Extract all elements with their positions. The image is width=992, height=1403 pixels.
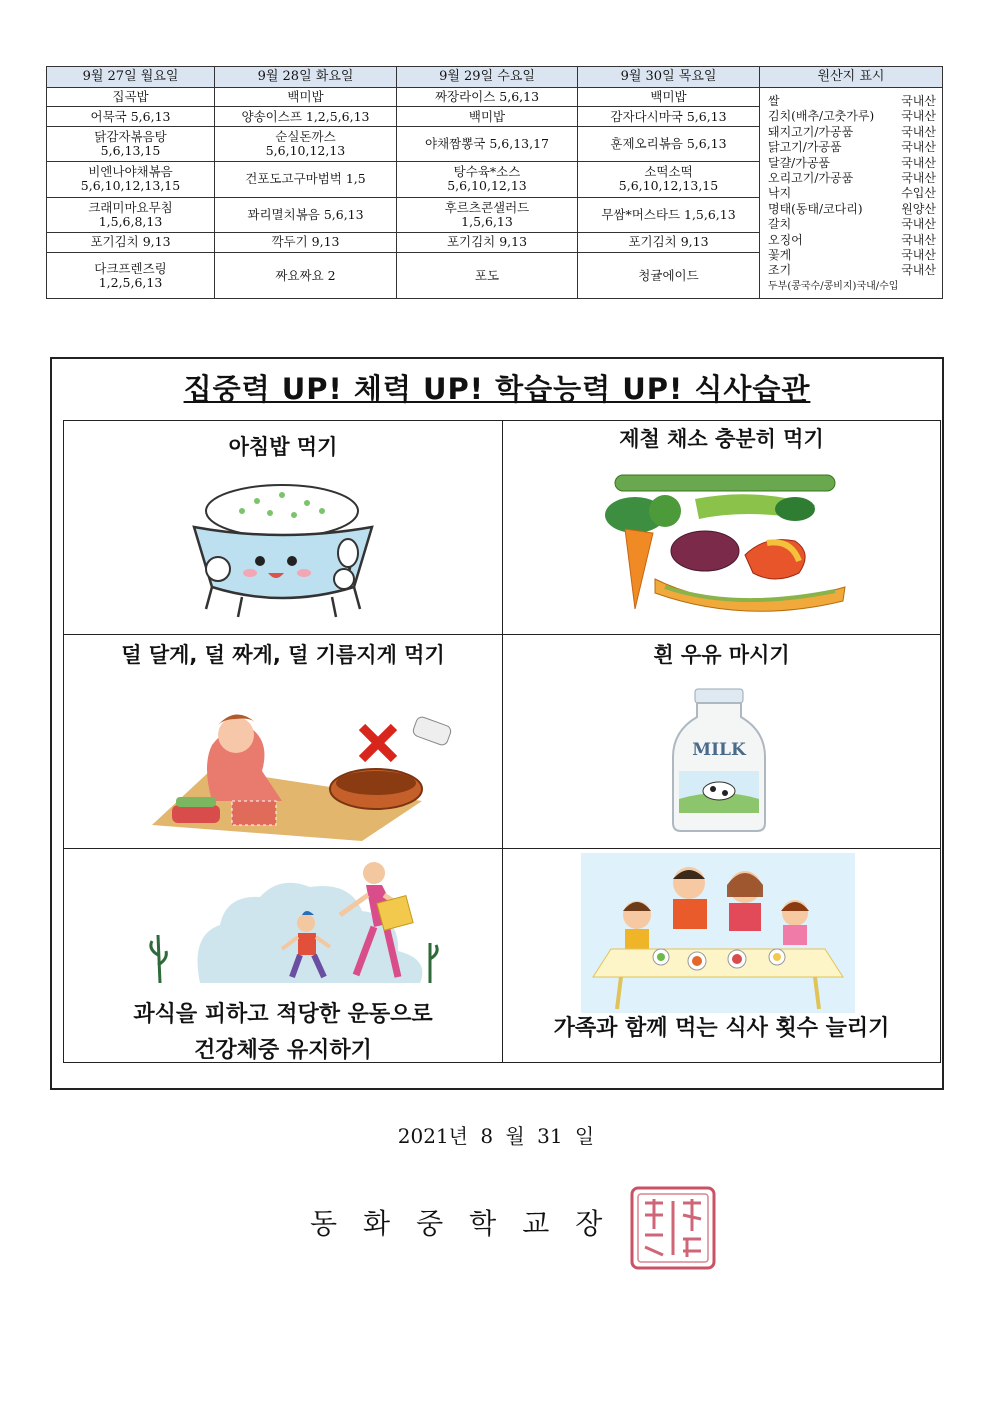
menu-cell: 비엔나야채볶음 5,6,10,12,13,15 [47, 161, 215, 197]
exercise-illustration [130, 855, 450, 985]
origin-row: 달걀/가공품 국내산 [768, 155, 936, 170]
menu-cell: 백미밥 [397, 107, 578, 127]
menu-cell: 짜장라이스 5,6,13 [397, 88, 578, 107]
habit-cell-family [503, 849, 941, 1063]
habit-label: 제철 채소 충분히 먹기 [619, 427, 824, 451]
origin-note: 두부(콩국수/콩비지)국내/수입 [768, 280, 899, 292]
habit-label: 아침밥 먹기 [228, 435, 338, 459]
origin-row: 오리고기/가공품 국내산 [768, 171, 936, 186]
origin-row: 닭고기/가공품 국내산 [768, 140, 936, 155]
origin-row: 조기 국내산 [768, 263, 936, 278]
origin-row: 꽃게 국내산 [768, 248, 936, 263]
menu-cell: 건포도고구마범벅 1,5 [215, 161, 397, 197]
habit-label: 가족과 함께 먹는 식사 횟수 늘리기 [553, 1016, 890, 1041]
menu-cell: 크래미마요무침 1,5,6,8,13 [47, 198, 215, 232]
menu-cell: 짜요짜요 2 [215, 252, 397, 299]
origin-header: 원산지 표시 [760, 67, 943, 88]
origin-row: 명태(동태/코다리) 원양산 [768, 201, 936, 216]
menu-cell: 순실돈까스 5,6,10,12,13 [215, 127, 397, 161]
milk-label: MILK [692, 740, 746, 760]
habit-label: 흰 우유 마시기 [653, 643, 790, 667]
habit-label: 과식을 피하고 적당한 운동으로 [133, 1002, 433, 1027]
habit-cell-vegetables [503, 421, 941, 635]
menu-cell: 포기김치 9,13 [578, 232, 760, 252]
menu-cell: 닭감자볶음탕 5,6,13,15 [47, 127, 215, 161]
habit-label-line2: 건강체중 유지하기 [194, 1038, 372, 1063]
menu-cell: 소떡소떡 5,6,10,12,13,15 [578, 161, 760, 197]
habits-title: 집중력 UP! 체력 UP! 학습능력 UP! 식사습관 [183, 372, 811, 406]
origin-list [760, 88, 943, 299]
origin-row: 갈치 국내산 [768, 217, 936, 232]
menu-cell: 깍두기 9,13 [215, 232, 397, 252]
day-header-thu: 9월 30일 목요일 [578, 67, 760, 88]
vegetables-illustration [595, 469, 855, 619]
menu-cell: 청귤에이드 [578, 252, 760, 299]
eating-habits-box [50, 357, 944, 1090]
eating-unhealthy-illustration [132, 705, 472, 845]
origin-row: 쌀 국내산 [768, 94, 936, 108]
origin-row: 낙지 수입산 [768, 186, 936, 201]
menu-cell: 탕수육*소스 5,6,10,12,13 [397, 161, 578, 197]
menu-cell: 양송이스프 1,2,5,6,13 [215, 107, 397, 127]
menu-cell: 어묵국 5,6,13 [47, 107, 215, 127]
menu-cell: 포기김치 9,13 [47, 232, 215, 252]
issue-date: 2021년 8 월 31 일 [397, 1124, 595, 1148]
menu-cell: 집곡밥 [47, 88, 215, 107]
menu-cell: 다크프렌즈링 1,2,5,6,13 [47, 252, 215, 299]
milk-bottle-illustration [665, 687, 773, 835]
menu-cell: 감자다시마국 5,6,13 [578, 107, 760, 127]
menu-cell: 포기김치 9,13 [397, 232, 578, 252]
origin-row: 김치(배추/고춧가루) 국내산 [768, 109, 936, 124]
rice-bowl-illustration [182, 469, 392, 624]
menu-cell: 꽈리멸치볶음 5,6,13 [215, 198, 397, 232]
habit-cell-less-salt [64, 635, 503, 849]
habits-grid [63, 420, 941, 1063]
menu-cell: 포도 [397, 252, 578, 299]
day-header-wed: 9월 29일 수요일 [397, 67, 578, 88]
principal-seal-stamp [629, 1185, 717, 1271]
habit-cell-exercise [64, 849, 503, 1063]
habit-label: 덜 달게, 덜 짜게, 덜 기름지게 먹기 [121, 643, 445, 667]
day-header-mon: 9월 27일 월요일 [47, 67, 215, 88]
menu-cell: 백미밥 [578, 88, 760, 107]
menu-cell: 후르츠콘샐러드 1,5,6,13 [397, 198, 578, 232]
origin-row: 돼지고기/가공품 국내산 [768, 124, 936, 139]
menu-cell: 야채짬뽕국 5,6,13,17 [397, 127, 578, 161]
habit-cell-milk [503, 635, 941, 849]
menu-cell: 훈제오리볶음 5,6,13 [578, 127, 760, 161]
menu-cell: 무쌈*머스타드 1,5,6,13 [578, 198, 760, 232]
day-header-tue: 9월 28일 화요일 [215, 67, 397, 88]
family-meal-illustration [581, 853, 855, 1013]
habit-cell-breakfast [64, 421, 503, 635]
weekly-menu-table [46, 66, 943, 299]
origin-row: 오징어 국내산 [768, 232, 936, 247]
school-name: 동화중학교장 [310, 1207, 629, 1240]
menu-cell: 백미밥 [215, 88, 397, 107]
